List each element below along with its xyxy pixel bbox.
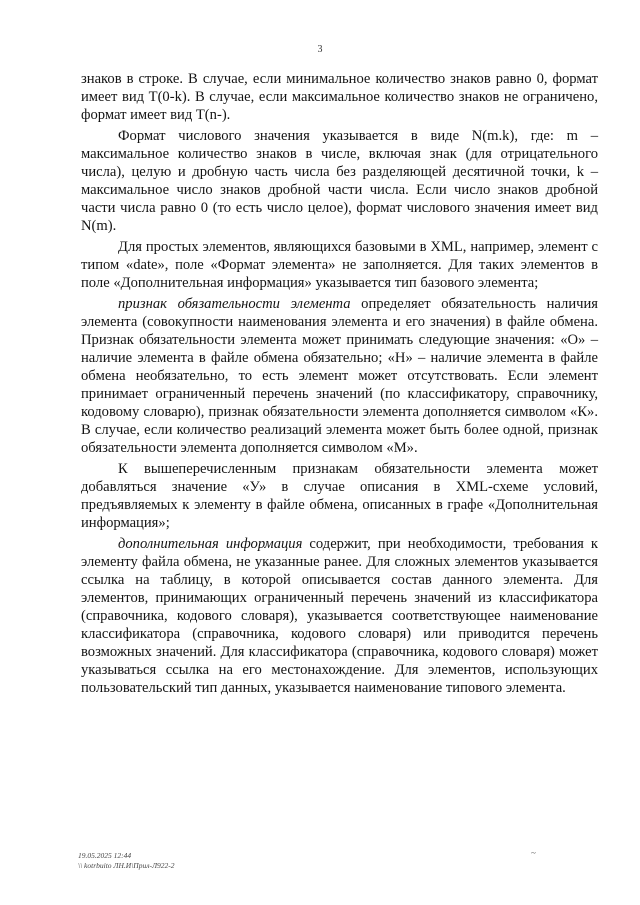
paragraph-required-attribute: признак обязательности элемента определяет обязательность наличия элемента (совокупности наименования элемента и его значения) в файле обмена. Признак обязательности элемента может принимать следующие значения: «О» – наличие элемента в файле обмена обязательно; «Н» – наличие элемента в файле обмена необязательно, то есть элемент может отсутствовать. Если элемент принимает ограниченный перечень значений (по классификатору, справочнику, кодовому словарю), признак обязательности элемента дополняется символом «К». В случае, если количество реализаций элемента может быть более одной, признак обязательности элемента дополняется символом «М». xyxy=(81,296,598,456)
footer-path: \\ kotrbuito ЛН.И\Прил-Л922-2 xyxy=(78,861,175,870)
paragraph-value-u: К вышеперечисленным признакам обязательности элемента может добавляться значение «У» в случае описания в XML-схеме условий, предъявляемых к элементу в файле обмена, описанных в графе «Дополнительная информация»; xyxy=(81,461,598,531)
paragraph-text-format-limits: знаков в строке. В случае, если минимальное количество знаков равно 0, формат имеет вид T(0-k). В случае, если максимальное количество знаков не ограничено, формат имеет вид T(n-). xyxy=(81,71,598,123)
term-required-attribute: признак обязательности элемента xyxy=(118,296,351,312)
document-body xyxy=(81,70,598,697)
paragraph-additional-info: дополнительная информация содержит, при необходимости, требования к элементу файла обмена, не указанные ранее. Для сложных элементов указывается ссылка на таблицу, в которой описывается состав данного элемента. Для элементов, принимающих ограниченный перечень значений из классификатора (справочника, кодового словаря), указывается соответствующее наименование классификатора (справочника, кодового словаря) или приводится перечень возможных значений. Для классификатора (справочника, кодового словаря) может указываться ссылка на его местонахождение. Для элементов, использующих пользовательский тип данных, указывается наименование типового элемента. xyxy=(81,536,599,696)
term-additional-info: дополнительная информация xyxy=(118,536,303,552)
paragraph-numeric-format: Формат числового значения указывается в виде N(m.k), где: m – максимальное количество знаков в числе, включая знак (для отрицательного числа), целую и дробную часть числа без разделяющей десятичной точки, k – максимальное число знаков дробной части числа. Если число знаков дробной части числа равно 0 (то есть число целое), формат числового значения имеет вид N(m). xyxy=(81,128,598,234)
scan-mark: ~ xyxy=(531,848,536,858)
footer-date: 19.05.2025 12:44 xyxy=(78,851,132,860)
paragraph-simple-elements: Для простых элементов, являющихся базовыми в XML, например, элемент с типом «date», поле «Формат элемента» не заполняется. Для таких элементов в поле «Дополнительная информация» указывается тип базового элемента; xyxy=(81,239,598,291)
document-footer xyxy=(78,851,175,871)
page-number: 3 xyxy=(317,44,323,55)
